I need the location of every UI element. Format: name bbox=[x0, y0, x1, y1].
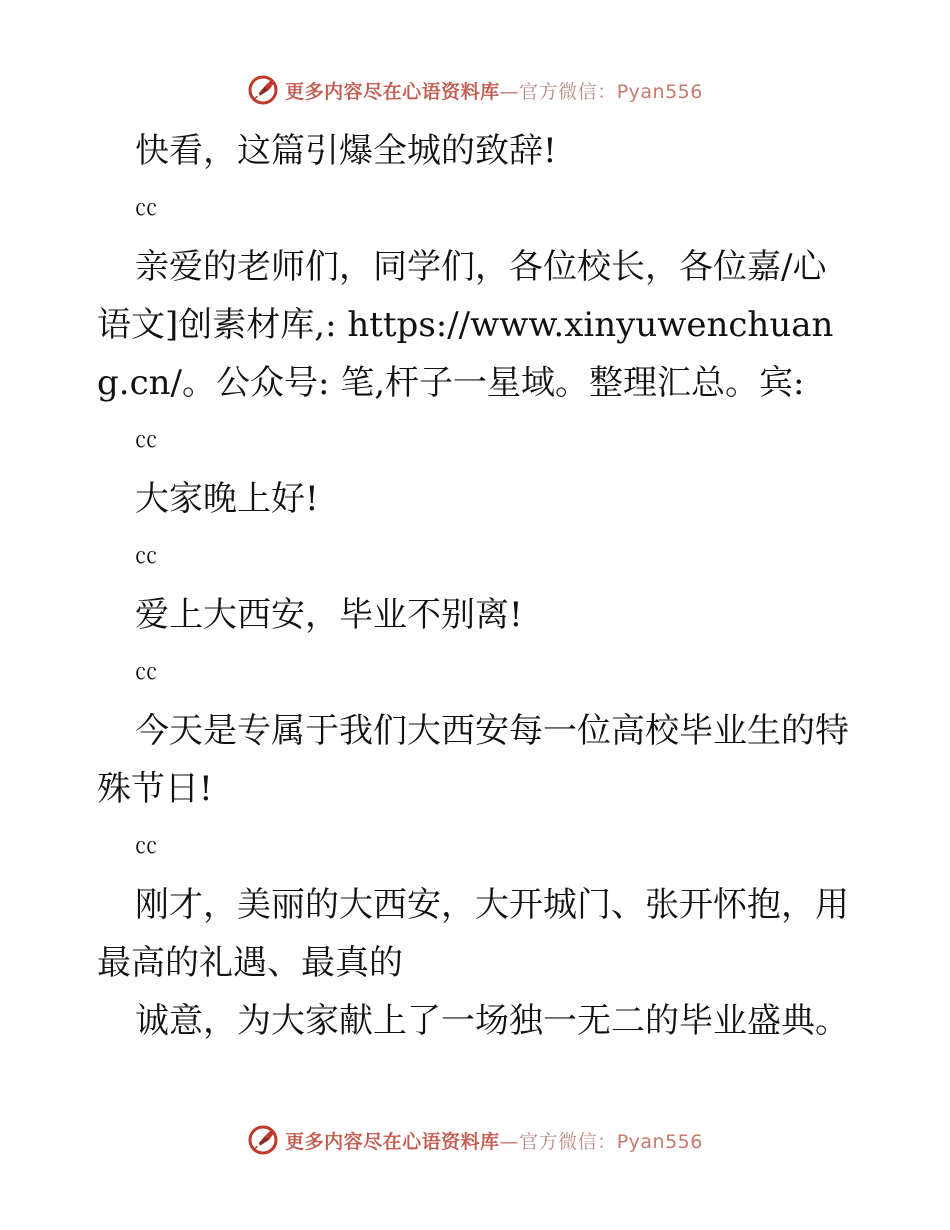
header-banner-text bbox=[285, 77, 703, 104]
footer-banner-text bbox=[285, 1127, 703, 1154]
footer-official-label: 官方微信： bbox=[519, 1130, 617, 1153]
header-banner bbox=[0, 70, 950, 110]
pen-nib-logo-icon bbox=[247, 74, 279, 106]
header-wechat-id: Pyan556 bbox=[616, 80, 703, 103]
header-library-text: 更多内容尽在心语资料库 bbox=[285, 80, 500, 103]
separator-symbol: ㏄ bbox=[135, 196, 158, 221]
pen-nib-logo-icon bbox=[247, 1124, 279, 1156]
header-separator: — bbox=[499, 80, 520, 103]
separator-symbol: ㏄ bbox=[135, 544, 158, 569]
separator-symbol: ㏄ bbox=[135, 428, 158, 453]
paragraph-3: 大家晚上好! bbox=[135, 479, 319, 519]
header-official-label: 官方微信： bbox=[519, 80, 617, 103]
footer-separator: — bbox=[499, 1130, 520, 1153]
separator-symbol: ㏄ bbox=[135, 660, 158, 685]
footer-banner bbox=[0, 1120, 950, 1160]
paragraph-6: 刚才，美丽的大西安，大开城门、张开怀抱，用最高的礼遇、最真的 bbox=[97, 885, 849, 983]
separator-symbol: ㏄ bbox=[135, 834, 158, 859]
paragraph-4: 爱上大西安，毕业不别离! bbox=[135, 595, 523, 635]
paragraph-5: 今天是专属于我们大西安每一位高校毕业生的特殊节日! bbox=[97, 711, 849, 809]
document-body bbox=[97, 122, 857, 1050]
paragraph-1: 快看，这篇引爆全城的致辞! bbox=[135, 131, 557, 171]
paragraph-2: 亲爱的老师们，同学们，各位校长，各位嘉/心语文]创素材库,: https://www.xinyuwenchuang.cn/。公众号: 笔,杆子一星域。整理汇总。宾: bbox=[97, 247, 834, 403]
paragraph-7: 诚意，为大家献上了一场独一无二的毕业盛典。 bbox=[135, 1001, 849, 1041]
footer-library-text: 更多内容尽在心语资料库 bbox=[285, 1130, 500, 1153]
footer-wechat-id: Pyan556 bbox=[616, 1130, 703, 1153]
